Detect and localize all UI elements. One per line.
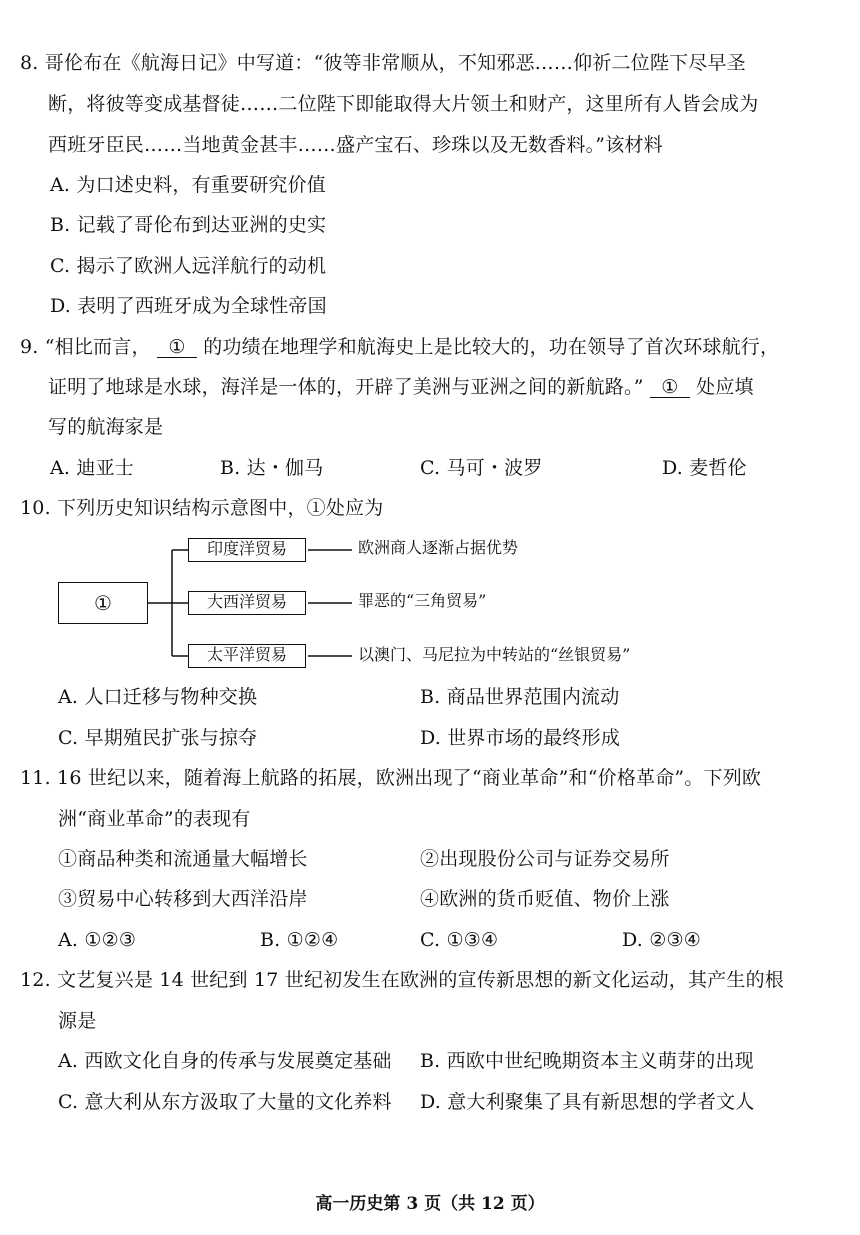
- q10-option-c: C. 早期殖民扩张与掠夺: [58, 727, 258, 749]
- q12-option-c: C. 意大利从东方汲取了大量的文化养料: [58, 1091, 392, 1113]
- q9-stem-line-1: [20, 334, 779, 360]
- q11-option-c: C. ①③④: [420, 929, 499, 951]
- q8-option-c: C. 揭示了欧洲人远洋航行的动机: [50, 255, 327, 277]
- q9-blank-1: ①: [157, 337, 197, 358]
- q9-stem-line-1-start: 9. “相比而言，: [20, 336, 151, 358]
- diagram-box-atlantic-trade: 大西洋贸易: [188, 591, 306, 615]
- diagram-note-pacific: 以澳门、马尼拉为中转站的“丝银贸易”: [358, 645, 631, 664]
- q8-option-a: A. 为口述史料，有重要研究价值: [50, 174, 327, 196]
- q9-stem-line-2-start: 证明了地球是水球，海洋是一体的，开辟了美洲与亚洲之间的新航路。”: [48, 376, 644, 398]
- q9-stem-line-3: 写的航海家是: [48, 416, 164, 438]
- q9-stem-line-1-end: 的功绩在地理学和航海史上是比较大的，功在领导了首次环球航行，: [203, 336, 780, 358]
- q11-stem-line-2: 洲“商业革命”的表现有: [58, 808, 251, 830]
- q8-option-d: D. 表明了西班牙成为全球性帝国: [50, 295, 327, 317]
- q11-stem-line-1: 11. 16 世纪以来，随着海上航路的拓展，欧洲出现了“商业革命”和“价格革命”。下列欧: [20, 767, 762, 789]
- q8-option-b: B. 记载了哥伦布到达亚洲的史实: [50, 214, 327, 236]
- diagram-note-indian-ocean: 欧洲商人逐渐占据优势: [358, 538, 519, 557]
- q10-option-a: A. 人口迁移与物种交换: [58, 686, 258, 708]
- q9-option-b: B. 达・伽马: [220, 457, 324, 479]
- q12-stem-line-2: 源是: [58, 1010, 97, 1032]
- q12-stem-line-1: 12. 文艺复兴是 14 世纪到 17 世纪初发生在欧洲的宣传新思想的新文化运动，其产生的根: [20, 969, 784, 991]
- q8-stem-line-3: 西班牙臣民……当地黄金甚丰……盛产宝石、珍珠以及无数香料。”该材料: [48, 134, 663, 156]
- q9-blank-2: ①: [650, 377, 690, 398]
- q12-option-a: A. 西欧文化自身的传承与发展奠定基础: [58, 1050, 392, 1072]
- q9-stem-line-2: [48, 374, 754, 400]
- q12-option-b: B. 西欧中世纪晚期资本主义萌芽的出现: [420, 1050, 754, 1072]
- q11-option-a: A. ①②③: [58, 929, 137, 951]
- diagram-box-indian-ocean-trade: 印度洋贸易: [188, 538, 306, 562]
- q9-option-a: A. 迪亚士: [50, 457, 135, 479]
- page-footer: 高一历史第 3 页（共 12 页）: [315, 1194, 545, 1214]
- diagram-note-atlantic: 罪恶的“三角贸易”: [358, 591, 487, 610]
- q11-item-1: ①商品种类和流通量大幅增长: [58, 848, 308, 870]
- q11-option-d: D. ②③④: [622, 929, 701, 951]
- q11-item-2: ②出现股份公司与证券交易所: [420, 848, 670, 870]
- q11-option-b: B. ①②④: [260, 929, 339, 951]
- q10-option-d: D. 世界市场的最终形成: [420, 727, 621, 749]
- diagram-box-pacific-trade: 太平洋贸易: [188, 644, 306, 668]
- q9-option-c: C. 马可・波罗: [420, 457, 543, 479]
- q9-option-d: D. 麦哲伦: [662, 457, 747, 479]
- q8-stem-line-1: 8. 哥伦布在《航海日记》中写道：“彼等非常顺从，不知邪恶……仰祈二位陛下尽早圣: [20, 52, 746, 74]
- q8-stem-line-2: 断，将彼等变成基督徒……二位陛下即能取得大片领土和财产，这里所有人皆会成为: [48, 93, 759, 115]
- q10-option-b: B. 商品世界范围内流动: [420, 686, 620, 708]
- q9-stem-line-2-end: 处应填: [696, 376, 754, 398]
- q11-item-4: ④欧洲的货币贬值、物价上涨: [420, 888, 670, 910]
- q12-option-d: D. 意大利聚集了具有新思想的学者文人: [420, 1091, 755, 1113]
- diagram-root-box: ①: [58, 582, 148, 624]
- q10-stem: 10. 下列历史知识结构示意图中，①处应为: [20, 497, 384, 519]
- q11-item-3: ③贸易中心转移到大西洋沿岸: [58, 888, 308, 910]
